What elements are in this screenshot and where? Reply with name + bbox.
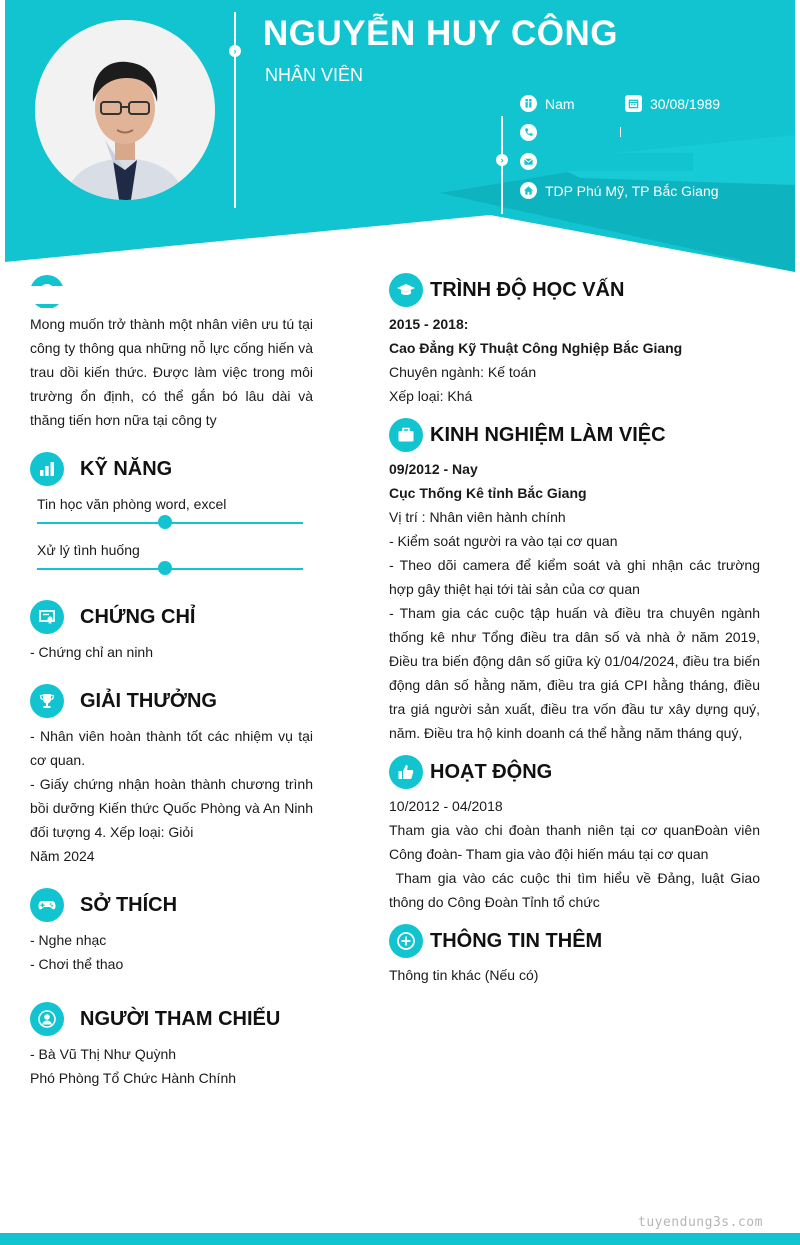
certificates-title: CHỨNG CHỈ — [80, 605, 196, 628]
references-header — [30, 1002, 313, 1036]
additional-title: THÔNG TIN THÊM — [430, 929, 603, 952]
phone-icon — [520, 124, 537, 141]
awards-title: GIẢI THƯỞNG — [80, 689, 217, 712]
plus-circle-icon — [389, 924, 423, 958]
education-header — [389, 273, 760, 307]
birthday-row — [625, 95, 720, 112]
experience-header — [389, 418, 760, 452]
left-column — [30, 272, 313, 1090]
certificates-header — [30, 600, 313, 634]
awards-header — [30, 684, 313, 718]
cv-header — [0, 0, 800, 280]
bar-chart-icon — [30, 452, 64, 486]
education-school: Cao Đẳng Kỹ Thuật Công Nghiệp Bắc Giang — [389, 340, 683, 356]
chevron-right-icon: › — [229, 45, 241, 57]
award-item: - Nhân viên hoàn thành tốt các nhiệm vụ tại cơ quan. — [30, 728, 313, 768]
references-title: NGƯỜI THAM CHIẾU — [80, 1007, 281, 1030]
graduation-cap-icon — [389, 273, 423, 307]
skill-item — [30, 494, 313, 524]
skill-bar — [37, 568, 303, 570]
additional-header — [389, 924, 760, 958]
phone-separator — [620, 127, 621, 137]
candidate-name: NGUYỄN HUY CÔNG — [263, 14, 618, 53]
address-row — [520, 182, 719, 199]
thumbs-up-icon — [389, 755, 423, 789]
experience-line: Vị trí : Nhân viên hành chính — [389, 509, 566, 525]
skills-header — [30, 452, 313, 486]
experience-title: KINH NGHIỆM LÀM VIỆC — [430, 423, 666, 446]
certificate-item: - Chứng chỉ an ninh — [30, 644, 153, 660]
reference-item: Phó Phòng Tổ Chức Hành Chính — [30, 1070, 237, 1086]
gamepad-icon — [30, 888, 64, 922]
activity-line: Tham gia vào các cuộc thi tìm hiểu về Đảng, luật Giao thông do Công Đoàn Tỉnh tổ chức — [389, 870, 764, 910]
skill-item — [30, 540, 313, 570]
gender-icon — [520, 95, 537, 112]
briefcase-icon — [389, 418, 423, 452]
watermark: tuyendung3s.com — [638, 1215, 763, 1230]
reference-item: - Bà Vũ Thị Như Quỳnh — [30, 1046, 177, 1062]
activities-period: 10/2012 - 04/2018 — [389, 798, 503, 814]
header-divider — [234, 12, 236, 208]
experience-company: Cục Thống Kê tỉnh Bắc Giang — [389, 485, 587, 501]
phone-row — [520, 124, 545, 141]
objective-text: Mong muốn trở thành một nhân viên ưu tú tại công ty thông qua những nỗ lực cống hiến và trau dồi kiến thức. Được làm việc trong môi trường ổn định, có thể gắn bó lâu dài và thăng tiến hơn nữa tại công ty — [30, 316, 313, 428]
objective-redaction — [30, 286, 313, 304]
address-value: TDP Phú Mỹ, TP Bắc Giang — [545, 182, 719, 199]
experience-line: - Tham gia các cuộc tập huấn và điều tra chuyên ngành thống kê như Tổng điều tra dân số và nhà ở năm 2019, Điều tra biến động dân số giữa kỳ 01/04/2024, điều tra biến động dân số hằng năm, điều tra giá CPI hằng tháng, điều tra giá người sản xuất, điều tra vốn đầu tư xây dựng quý, năm. Điều tra hộ kinh doanh cá thể hằng năm tháng quý, — [389, 605, 760, 741]
hobbies-header — [30, 888, 313, 922]
home-icon — [520, 182, 537, 199]
award-item: - Giấy chứng nhận hoàn thành chương trình bồi dưỡng Kiến thức Quốc Phòng và An Ninh đối tượng 4. Xếp loại: Giỏi — [30, 776, 313, 840]
additional-text: Thông tin khác (Nếu có) — [389, 967, 539, 983]
footer-bar — [0, 1233, 800, 1245]
certificate-icon — [30, 600, 64, 634]
gender-value: Nam — [545, 95, 575, 112]
hobbies-title: SỞ THÍCH — [80, 893, 178, 916]
activities-header — [389, 755, 760, 789]
email-redaction — [545, 153, 693, 171]
activities-title: HOẠT ĐỘNG — [430, 760, 553, 783]
education-major: Chuyên ngành: Kế toán — [389, 364, 537, 380]
hobby-item: - Nghe nhạc — [30, 932, 107, 948]
skill-level-knob — [158, 515, 172, 529]
award-item: Năm 2024 — [30, 848, 95, 864]
hobby-item: - Chơi thể thao — [30, 956, 124, 972]
chevron-right-icon: › — [496, 154, 508, 166]
calendar-icon — [625, 95, 642, 112]
activity-line: Tham gia vào chi đoàn thanh niên tại cơ quanĐoàn viên Công đoàn- Tham gia vào đội hiến máu tại cơ quan — [389, 822, 760, 862]
skills-title: KỸ NĂNG — [80, 457, 173, 480]
right-column — [389, 273, 764, 987]
skill-label: Xử lý tình huống — [37, 542, 140, 558]
candidate-position: NHÂN VIÊN — [265, 65, 364, 85]
skill-level-knob — [158, 561, 172, 575]
email-row — [520, 153, 545, 170]
skill-label: Tin học văn phòng word, excel — [37, 496, 227, 512]
experience-line: - Kiểm soát người ra vào tại cơ quan — [389, 533, 618, 549]
experience-period: 09/2012 - Nay — [389, 461, 478, 477]
email-icon — [520, 153, 537, 170]
avatar — [35, 20, 215, 200]
birthday-value: 30/08/1989 — [650, 95, 721, 112]
education-title: TRÌNH ĐỘ HỌC VẤN — [430, 278, 625, 301]
education-period: 2015 - 2018: — [389, 316, 469, 332]
gender-row — [520, 95, 575, 112]
experience-line: - Theo dõi camera để kiểm soát và ghi nhận các trường hợp gây thiệt hại tới tài sản của cơ quan — [389, 557, 760, 597]
skill-bar — [37, 522, 303, 524]
trophy-icon — [30, 684, 64, 718]
education-rank: Xếp loại: Khá — [389, 388, 473, 404]
person-icon — [30, 1002, 64, 1036]
